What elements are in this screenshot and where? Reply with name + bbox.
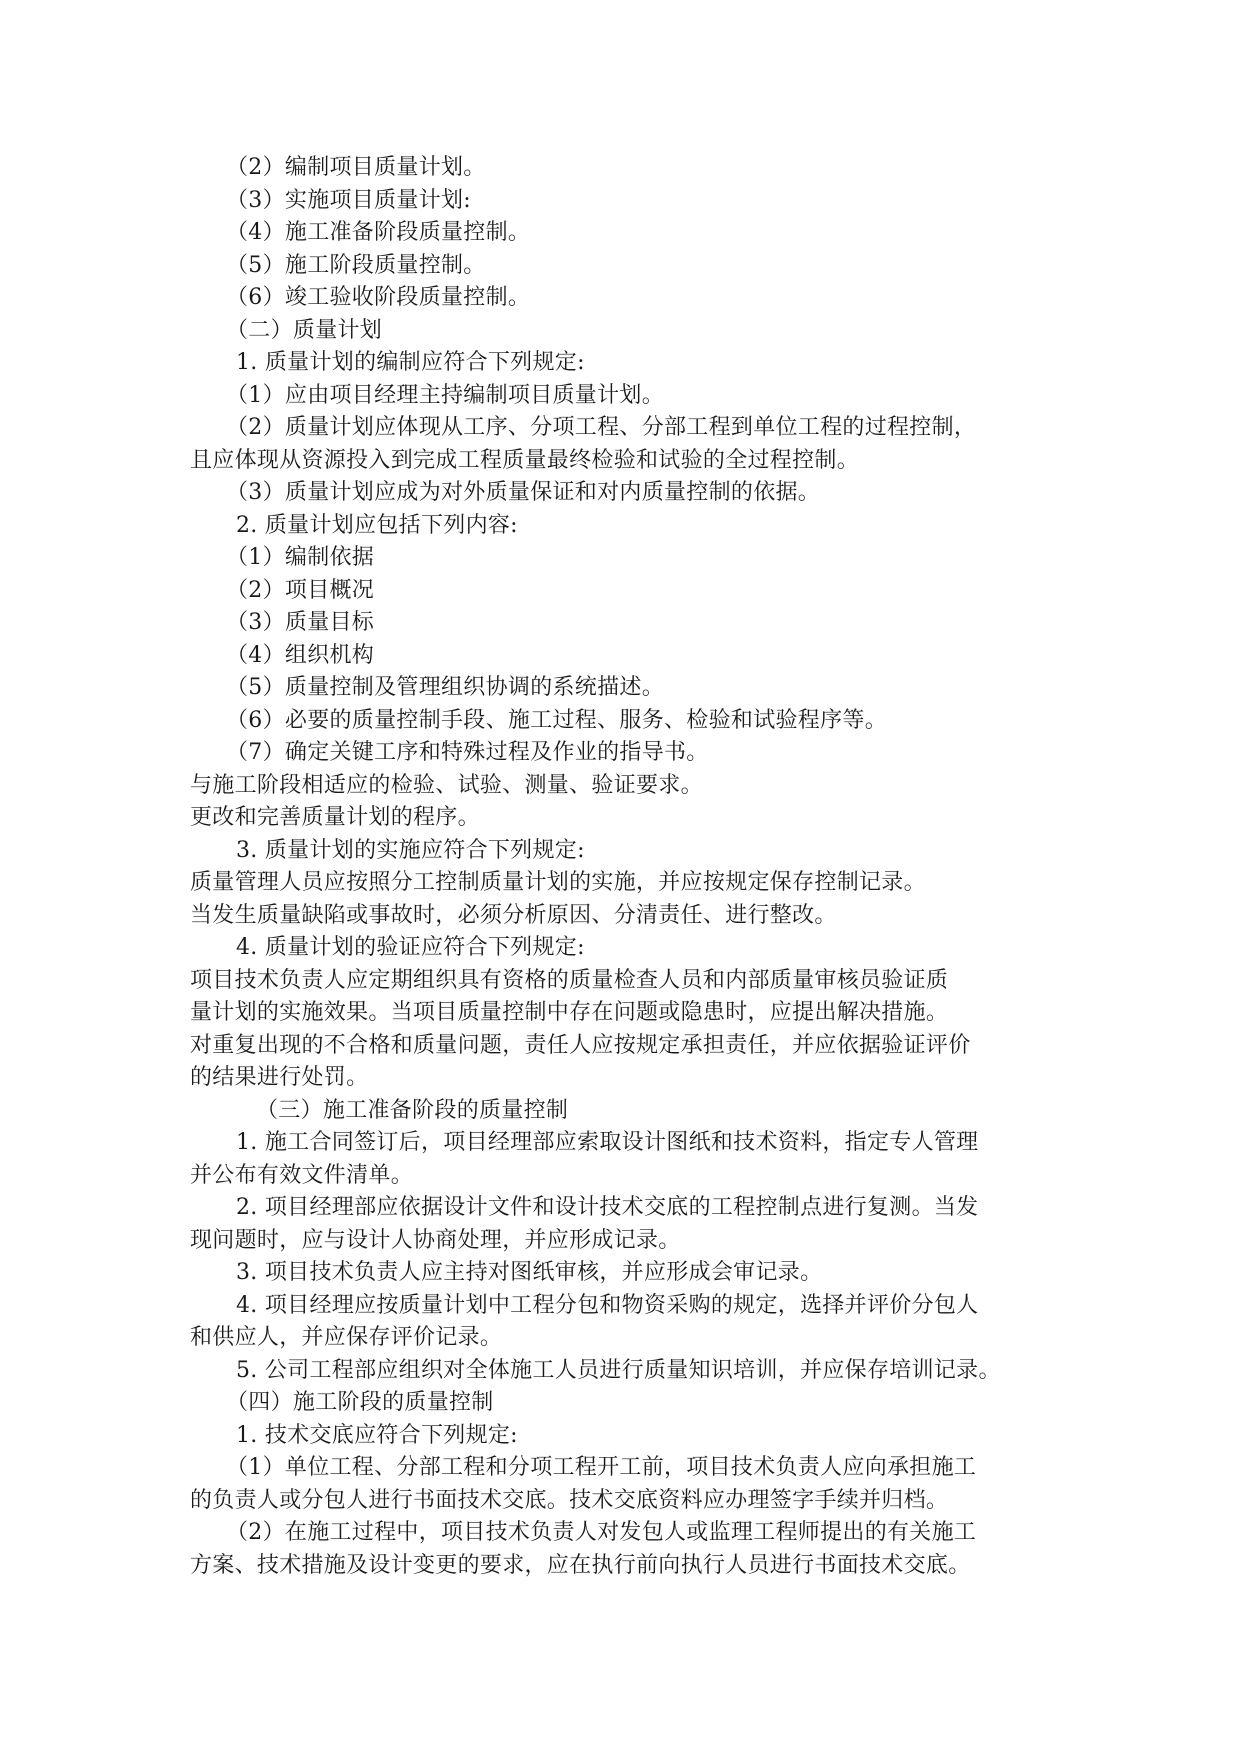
text-line: 并公布有效文件清单。	[190, 1162, 414, 1188]
text-line: （4）施工准备阶段质量控制。	[226, 220, 531, 245]
text-line: 和供应人，并应保存评价记录。	[190, 1325, 503, 1350]
text-line: （5）施工阶段质量控制。	[226, 252, 486, 278]
text-line: 4. 质量计划的验证应符合下列规定:	[236, 935, 585, 960]
text-line: 质量管理人员应按照分工控制质量计划的实施，并应按规定保存控制记录。	[190, 870, 926, 895]
text-line: （3）质量目标	[226, 610, 375, 635]
text-line: （三）施工准备阶段的质量控制	[256, 1097, 569, 1123]
text-line: （2）项目概况	[226, 577, 375, 603]
text-line: （1）编制依据	[226, 545, 375, 570]
text-line: 3. 质量计划的实施应符合下列规定:	[236, 837, 585, 863]
text-line: （二）质量计划	[226, 317, 383, 343]
text-line: 4. 项目经理应按质量计划中工程分包和物资采购的规定，选择并评价分包人	[236, 1292, 979, 1318]
text-line: 与施工阶段相适应的检验、试验、测量、验证要求。	[190, 772, 703, 798]
text-line: （6）竣工验收阶段质量控制。	[226, 285, 531, 310]
text-line: 1. 施工合同签订后，项目经理部应索取设计图纸和技术资料，指定专人管理	[236, 1130, 979, 1155]
text-line: 且应体现从资源投入到完成工程质量最终检验和试验的全过程控制。	[190, 447, 860, 473]
document-page	[190, 152, 1070, 1582]
text-line: （3）质量计划应成为对外质量保证和对内质量控制的依据。	[226, 480, 821, 505]
text-line: （1）单位工程、分部工程和分项工程开工前，项目技术负责人应向承担施工	[226, 1455, 977, 1480]
text-line: （3）实施项目质量计划:	[226, 187, 472, 213]
text-line: （2）在施工过程中，项目技术负责人对发包人或监理工程师提出的有关施工	[226, 1520, 977, 1545]
text-line: 1. 技术交底应符合下列规定:	[236, 1422, 518, 1448]
text-line: 的负责人或分包人进行书面技术交底。技术交底资料应办理签字手续并归档。	[190, 1487, 949, 1513]
text-line: 当发生质量缺陷或事故时，必须分析原因、分清责任、进行整改。	[190, 902, 837, 928]
text-line: 3. 项目技术负责人应主持对图纸审核，并应形成会审记录。	[236, 1260, 823, 1285]
text-line: （7）确定关键工序和特殊过程及作业的指导书。	[226, 740, 709, 765]
text-line: 更改和完善质量计划的程序。	[190, 805, 480, 830]
text-line: 2. 质量计划应包括下列内容:	[236, 512, 518, 538]
text-line: （5）质量控制及管理组织协调的系统描述。	[226, 675, 664, 700]
text-line: 方案、技术措施及设计变更的要求，应在执行前向执行人员进行书面技术交底。	[190, 1552, 971, 1578]
text-line: 现问题时，应与设计人协商处理，并应形成记录。	[190, 1227, 681, 1253]
text-line: 2. 项目经理部应依据设计文件和设计技术交底的工程控制点进行复测。当发	[236, 1195, 979, 1220]
text-line: （四）施工阶段的质量控制	[226, 1390, 494, 1415]
text-line: 对重复出现的不合格和质量问题，责任人应按规定承担责任，并应依据验证评价	[190, 1032, 971, 1058]
text-line: （6）必要的质量控制手段、施工过程、服务、检验和试验程序等。	[226, 707, 887, 733]
text-line: （1）应由项目经理主持编制项目质量计划。	[226, 382, 664, 408]
text-line: 1. 质量计划的编制应符合下列规定:	[236, 350, 585, 375]
text-line: 5. 公司工程部应组织对全体施工人员进行质量知识培训，并应保存培训记录。	[236, 1357, 1001, 1383]
text-line: 量计划的实施效果。当项目质量控制中存在问题或隐患时，应提出解决措施。	[190, 1000, 949, 1025]
text-line: （2）质量计划应体现从工序、分项工程、分部工程到单位工程的过程控制，	[226, 415, 977, 440]
text-line: 项目技术负责人应定期组织具有资格的质量检查人员和内部质量审核员验证质	[190, 967, 949, 993]
text-line: （4）组织机构	[226, 642, 375, 668]
text-line: 的结果进行处罚。	[190, 1065, 369, 1090]
text-line: （2）编制项目质量计划。	[226, 155, 486, 180]
